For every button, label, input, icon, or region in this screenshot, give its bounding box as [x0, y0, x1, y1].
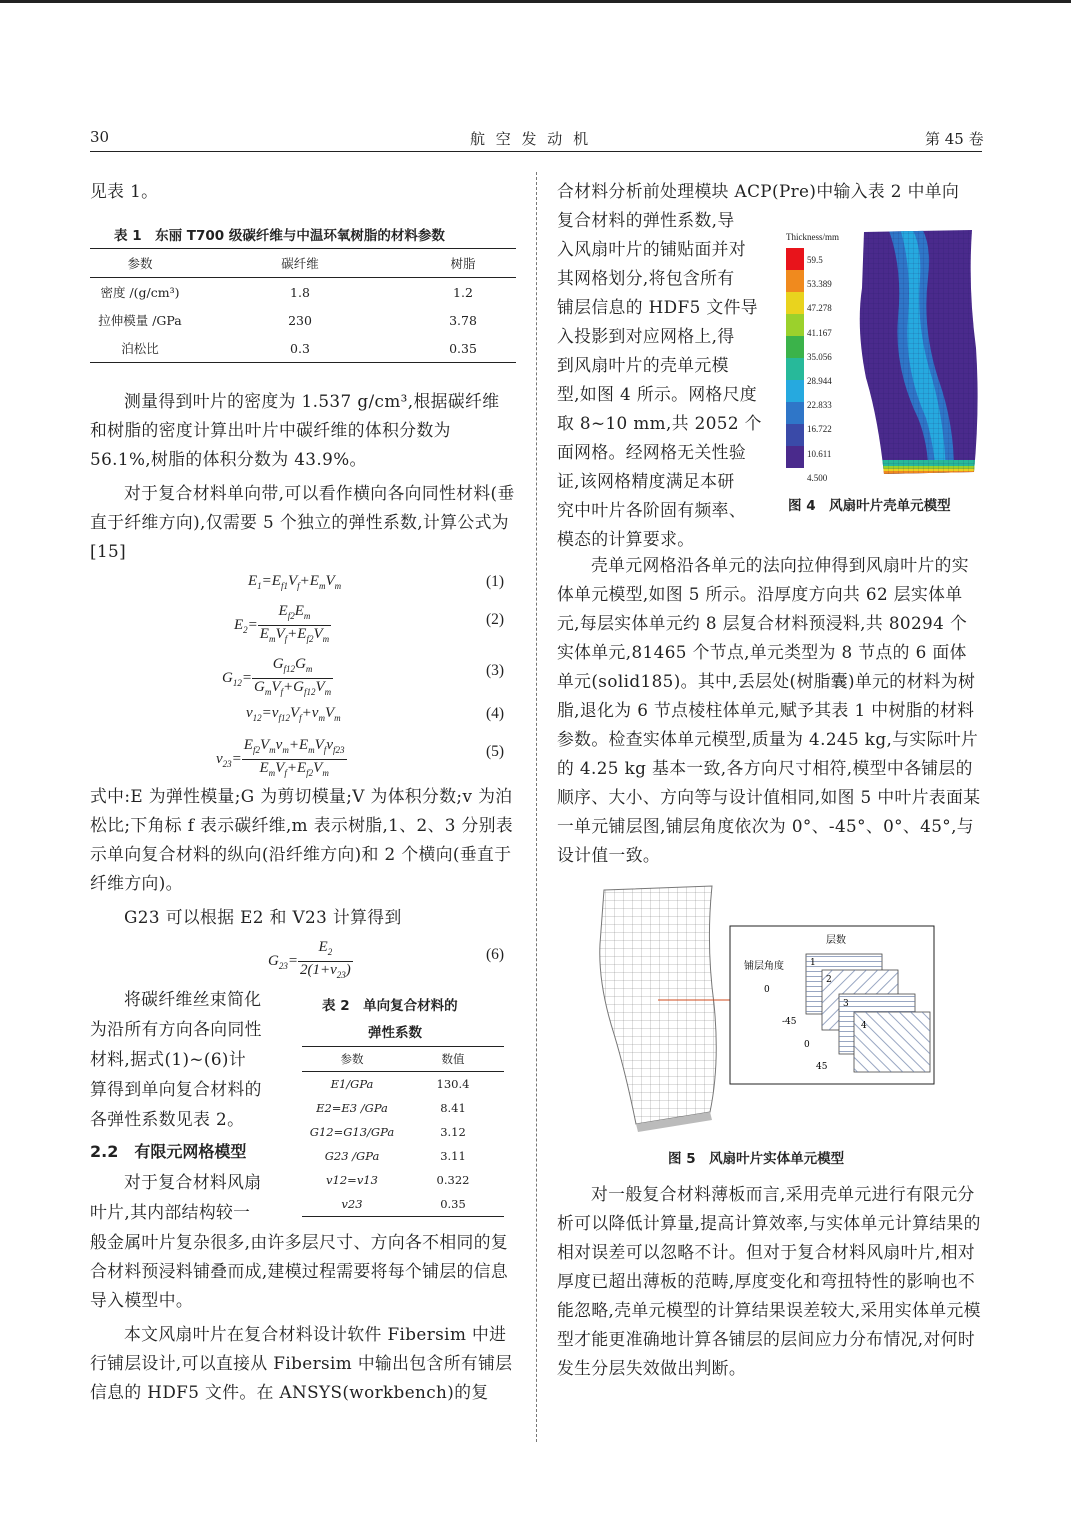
equation-2: $E_2=$ $\frac{E_{f2}E_m}{E_mV_f+E_{f2}V_m}$: [234, 603, 330, 644]
table-cell: 拉伸模量 /GPa: [98, 313, 182, 328]
paragraph-acp-line: 证,该网格精度满足本研: [557, 471, 735, 491]
legend-bar: [786, 248, 804, 468]
legend-swatch: [786, 314, 804, 336]
journal-title: 航 空 发 动 机: [470, 130, 592, 148]
table-cell: 密度 /(g/cm³): [100, 285, 180, 300]
layer-number: 3: [843, 999, 849, 1009]
table-cell: E2=E3 /GPa: [316, 1101, 388, 1115]
legend-label: 59.5: [807, 255, 823, 265]
paragraph-acp-line: 面网格。经网格无关性验: [557, 442, 746, 462]
paragraph-acp-line: 复合材料的弹性系数,导: [557, 210, 735, 230]
paragraph-g23: G23 可以根据 E2 和 V23 计算得到: [124, 907, 402, 927]
legend-label: 41.167: [807, 327, 832, 338]
equation-3: $G_{12}=$ $\frac{G_{f12}G_m}{G_mV_f+G_{f12}V_m}$: [222, 656, 332, 697]
legend-title: Thickness/mm: [786, 232, 839, 242]
table-cell: 3.78: [449, 312, 477, 328]
paragraph-acp-line: 模态的计算要求。: [557, 529, 695, 549]
table2-header: 数值: [441, 1052, 465, 1066]
paragraph-acp-line: 其网格划分,将包含所有: [557, 268, 735, 288]
equation-number: (1): [486, 573, 505, 590]
blade-shell-model: [858, 228, 980, 484]
equation-number: (6): [486, 946, 505, 963]
table-cell: 泊松比: [121, 341, 159, 356]
legend-swatch: [786, 358, 804, 380]
legend-label: 53.389: [807, 279, 832, 290]
table-cell: 130.4: [436, 1077, 470, 1091]
layer-number: 4: [861, 1021, 867, 1031]
table1-header: 碳纤维: [281, 256, 319, 271]
table-cell: 3.12: [440, 1125, 466, 1139]
volume-label: 第 45 卷: [925, 130, 984, 148]
table-cell: 1.2: [453, 284, 473, 300]
equation-number: (3): [486, 662, 505, 679]
legend-swatch: [786, 446, 804, 468]
table-cell: G23 /GPa: [324, 1149, 380, 1163]
equation-5: $v_{23}=$ $\frac{E_{f2}V_mv_m+E_mV_fv_{f23}}{E_mV_f+E_{f2}V_m}$: [216, 737, 345, 778]
table-row: [90, 334, 516, 363]
paragraph-density: 测量得到叶片的密度为 1.537 g/cm³,根据碳纤维和树脂的密度计算出叶片中碳纤维的体积分数为 56.1%,树脂的体积分数为 43.9%。: [90, 391, 500, 469]
legend-label: 28.944: [807, 376, 832, 387]
table2-caption: 表 2 单向复合材料的: [322, 998, 458, 1014]
legend-swatch: [786, 336, 804, 358]
paragraph-structure-rest: 般金属叶片复杂很多,由许多层尺寸、方向各不相同的复合材料预浸料铺叠而成,建模过程需要将每个铺层的信息导入模型中。: [90, 1232, 509, 1310]
table-cell: 0.3: [290, 340, 310, 356]
legend-swatch: [786, 380, 804, 402]
table2-caption: 弹性系数: [368, 1025, 422, 1041]
equation-4: $v_{12}=v_{f12}V_f+v_mV_m$: [246, 705, 341, 723]
legend-swatch: [786, 424, 804, 446]
legend-label: 47.278: [807, 303, 832, 314]
paragraph-simplify-line: 各弹性系数见表 2。: [90, 1109, 245, 1129]
section-heading: 2.2 有限元网格模型: [90, 1142, 247, 1161]
table-row: [90, 278, 516, 307]
paragraph-fibersim: 本文风扇叶片在复合材料设计软件 Fibersim 中进行铺层设计,可以直接从 Fibersim 中输出包含所有铺层信息的 HDF5 文件。在 ANSYS(workbench)的复: [90, 1324, 513, 1402]
angle-value: 0: [804, 1040, 810, 1050]
figure-4: [780, 226, 980, 486]
header-rule: [90, 151, 982, 152]
equation-number: (5): [486, 743, 505, 760]
table-cell: 8.41: [440, 1101, 466, 1115]
table-row: [302, 1096, 504, 1120]
table-cell: E1/GPa: [330, 1077, 374, 1091]
paragraph-acp-line: 铺层信息的 HDF5 文件导: [557, 297, 758, 317]
legend-swatch: [786, 292, 804, 314]
table-cell: G12=G13/GPa: [309, 1125, 395, 1139]
paragraph-acp-line: 到风扇叶片的壳单元模: [557, 355, 729, 375]
paragraph-comparison: 对一般复合材料薄板而言,采用壳单元进行有限元分析可以降低计算量,提高计算效率,与实体单元计算结果的相对误差可以忽略不计。但对于复合材料风扇叶片,相对厚度已超出薄板的范畴,厚度变化和弯扭特性的影响也不能忽略,壳单元模型的计算结果误差较大,采用实体单元模型才能更准确地计算各铺层的层间应力分布情况,对何时发生分层失效做出判断。: [557, 1184, 981, 1378]
table1: [90, 248, 516, 363]
table-row: [90, 306, 516, 334]
equation-number: (4): [486, 705, 505, 722]
intro-text: 见表 1。: [90, 181, 159, 201]
legend-label: 4.500: [807, 472, 828, 483]
table-row: [302, 1168, 504, 1192]
equation-1: $E_1=E_{f1}V_f+E_mV_m$: [248, 573, 342, 591]
table1-header: 参数: [127, 256, 153, 271]
paragraph-acp-line: 究中叶片各阶固有频率、: [557, 500, 746, 520]
legend-swatch: [786, 248, 804, 270]
paragraph-simplify-line: 将碳纤维丝束简化: [124, 989, 262, 1009]
table-row: [302, 1120, 504, 1144]
table-cell: v12=v13: [326, 1173, 378, 1187]
table-cell: 0.322: [436, 1173, 470, 1187]
inset-title: 层数: [826, 935, 846, 946]
legend-labels: [807, 248, 832, 483]
table-row: [302, 1144, 504, 1168]
table-cell: 0.35: [449, 340, 477, 356]
paragraph-acp-line: 入风扇叶片的铺贴面并对: [557, 239, 746, 259]
paragraph-acp-line: 合材料分析前处理模块 ACP(Pre)中输入表 2 中单向: [557, 181, 960, 201]
legend-label: 10.611: [807, 448, 832, 459]
page-number: 30: [90, 128, 110, 146]
paragraph-unidirectional: 对于复合材料单向带,可以看作横向各向同性材料(垂直于纤维方向),仅需要 5 个独立的弹性系数,计算公式为[15]: [90, 483, 515, 561]
column-divider: [536, 172, 537, 1442]
table-cell: 230: [288, 312, 312, 328]
table-row: [302, 1072, 504, 1097]
table2: [302, 1046, 504, 1217]
table-cell: 1.8: [290, 284, 310, 300]
paragraph-symbols: 式中:E 为弹性模量;G 为剪切模量;V 为体积分数;v 为泊松比;下角标 f 表示碳纤维,m 表示树脂,1、2、3 分别表示单向复合材料的纵向(沿纤维方向)和 2 个横向(垂直于纤维方向)。: [90, 786, 514, 893]
table-cell: 0.35: [440, 1197, 466, 1211]
angle-value: 45: [816, 1062, 828, 1072]
top-border: [0, 0, 1071, 3]
legend-label: 22.833: [807, 400, 832, 411]
legend-label: 35.056: [807, 351, 832, 362]
table-cell: v23: [341, 1197, 363, 1211]
legend-swatch: [786, 270, 804, 292]
figure-4-caption: 图 4 风扇叶片壳单元模型: [788, 498, 951, 514]
equation-6: $G_{23}=$ $\frac{E_2}{2(1+v_{23})}$: [268, 939, 351, 980]
layer-number: 2: [826, 975, 832, 985]
layer-number: 1: [810, 958, 816, 968]
paragraph-structure-line: 叶片,其内部结构较一: [90, 1202, 251, 1222]
table1-header: 树脂: [450, 256, 476, 271]
legend-swatch: [786, 402, 804, 424]
paragraph-acp-line: 取 8~10 mm,共 2052 个: [557, 413, 762, 433]
figure-5: [596, 884, 936, 1140]
paragraph-acp-line: 入投影到对应网格上,得: [557, 326, 735, 346]
table-cell: 3.11: [440, 1149, 466, 1163]
paragraph-acp-line: 型,如图 4 所示。网格尺度: [557, 384, 758, 404]
paragraph-structure-line: 对于复合材料风扇: [124, 1172, 262, 1192]
figure-5-caption: 图 5 风扇叶片实体单元模型: [668, 1151, 845, 1167]
table2-header: 参数: [340, 1052, 364, 1066]
table1-caption: 表 1 东丽 T700 级碳纤维与中温环氧树脂的材料参数: [114, 228, 445, 244]
paragraph-simplify-line: 算得到单向复合材料的: [90, 1079, 262, 1099]
angle-value: -45: [782, 1017, 797, 1027]
inset-angle-label: 铺层角度: [744, 961, 784, 972]
paragraph-solid-model: 壳单元网格沿各单元的法向拉伸得到风扇叶片的实体单元模型,如图 5 所示。沿厚度方向共 62 层实体单元,每层实体单元约 8 层复合材料预浸料,共 80294 个实体单元,81465 个节点,单元类型为 8 节点的 6 面体单元(solid185)。其中,丢层处(树脂囊)单元的材料为树脂,退化为 6 节点棱柱体单元,赋予其表 1 中树脂的材料参数。检查实体单元模型,质量为 4.245 kg,与实际叶片的 4.25 kg 基本一致,各方向尺寸相符,模型中各铺层的顺序、大小、方向等与设计值相同,如图 5 中叶片表面某一单元铺层图,铺层角度依次为 0°、-45°、0°、45°,与设计值一致。: [557, 555, 981, 865]
paragraph-simplify-line: 为沿所有方向各向同性: [90, 1019, 262, 1039]
table-row: [302, 1192, 504, 1217]
equation-number: (2): [486, 611, 505, 628]
paragraph-simplify-line: 材料,据式(1)~(6)计: [90, 1049, 247, 1069]
angle-value: 0: [764, 985, 770, 995]
legend-label: 16.722: [807, 424, 832, 435]
